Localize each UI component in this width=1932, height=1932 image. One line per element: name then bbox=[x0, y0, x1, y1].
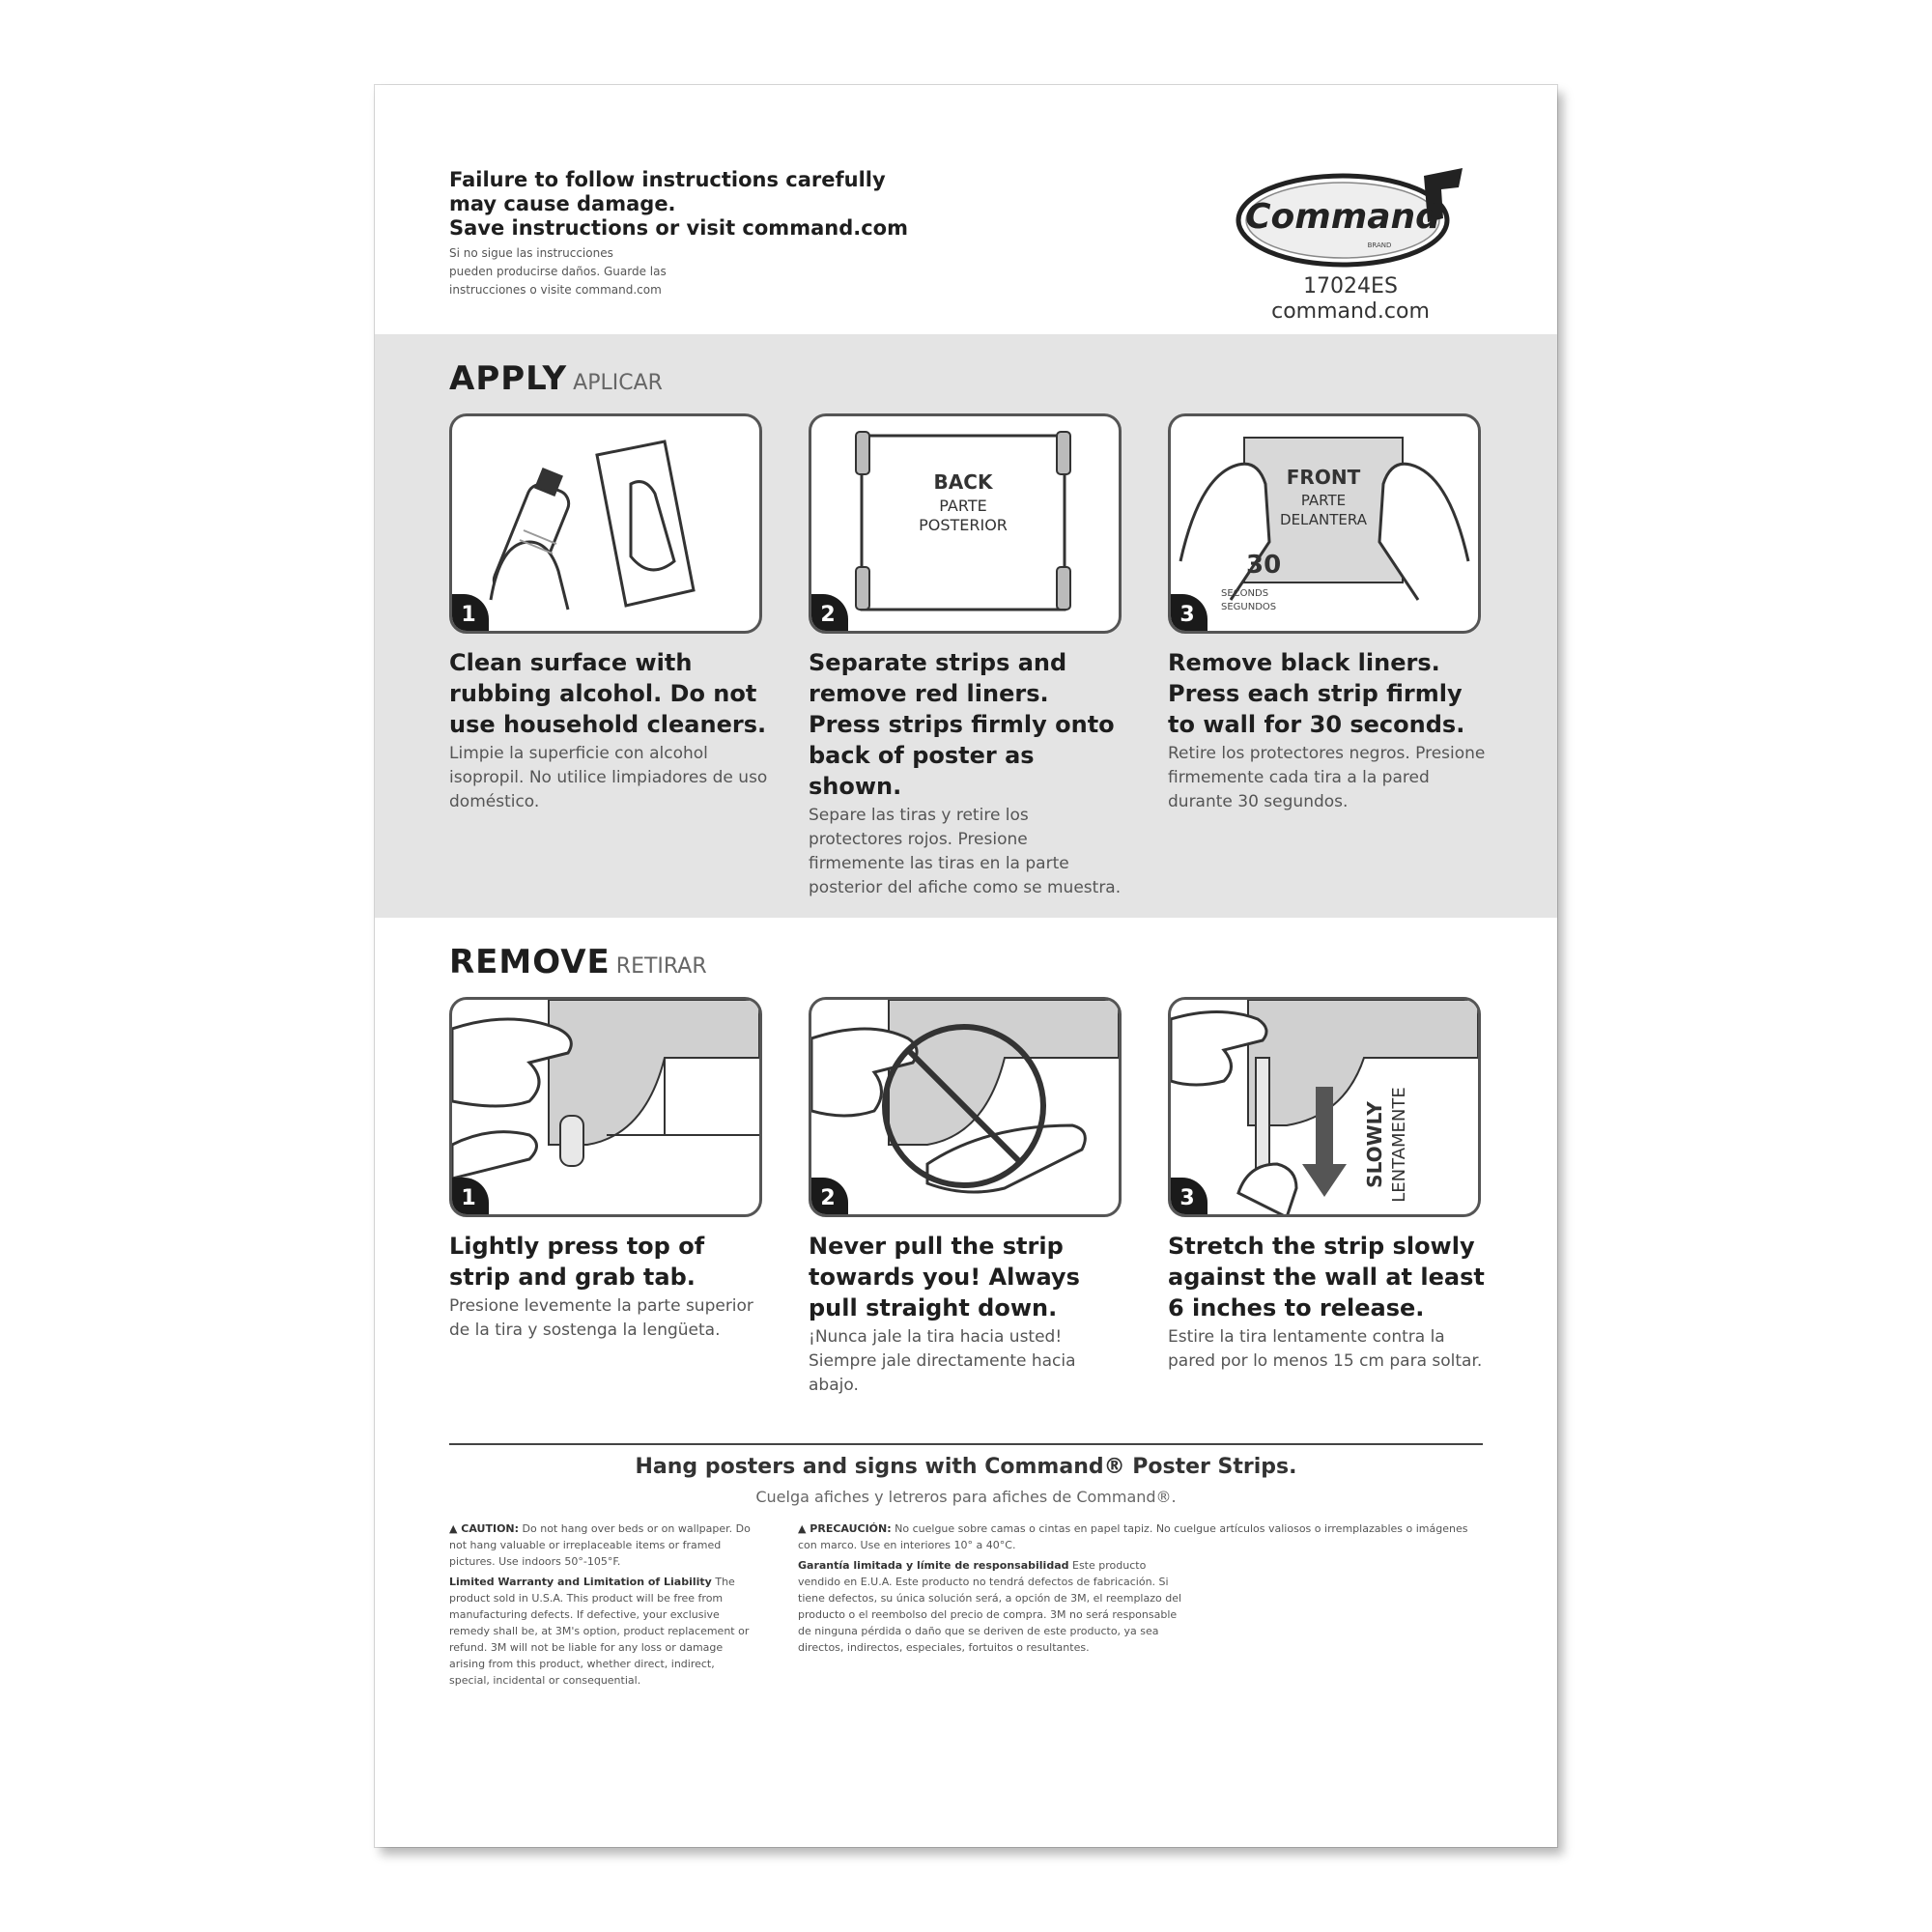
do-not-pull-illustration bbox=[811, 1000, 1119, 1214]
caption-en: Remove black liners. Press each strip firmly to wall for 30 seconds. bbox=[1168, 649, 1465, 738]
logo-text: Command bbox=[1245, 197, 1440, 237]
apply-step-1-caption bbox=[449, 647, 768, 814]
step-number: 3 bbox=[1168, 1178, 1208, 1217]
caption-es: Retire los protectores negros. Presione firmemente cada tira a la pared durante 30 segundos. bbox=[1168, 744, 1486, 811]
apply-step-1-panel bbox=[449, 413, 762, 634]
remove-heading bbox=[449, 943, 707, 981]
illus-label: PARTE bbox=[1300, 492, 1347, 509]
warranty-label: Limited Warranty and Limitation of Liability bbox=[449, 1576, 712, 1588]
remove-step-2-panel bbox=[809, 997, 1122, 1217]
apply-step-2-panel bbox=[809, 413, 1122, 634]
instruction-sheet bbox=[375, 85, 1557, 1847]
apply-heading bbox=[449, 359, 663, 398]
illus-label: SECONDS bbox=[1221, 588, 1269, 599]
footer-title: Hang posters and signs with Command® Poster Strips. bbox=[635, 1455, 1297, 1479]
footer-subtitle: Cuelga afiches y letreros para afiches de Command®. bbox=[755, 1488, 1177, 1506]
poster-back-illustration bbox=[811, 416, 1119, 631]
illus-label: 30 bbox=[1246, 551, 1282, 580]
caution-label: ▲ CAUTION: bbox=[449, 1522, 520, 1535]
step-number: 1 bbox=[449, 594, 489, 634]
apply-step-3-panel bbox=[1168, 413, 1481, 634]
warning-line: Save instructions or visit command.com bbox=[449, 216, 908, 240]
divider bbox=[449, 1443, 1483, 1445]
warning-es-line: pueden producirse daños. Guarde las bbox=[449, 265, 667, 278]
caption-en: Separate strips and remove red liners. Press strips firmly onto back of poster as shown. bbox=[809, 649, 1115, 800]
caption-es: Estire la tira lentamente contra la pared por lo menos 15 cm para soltar. bbox=[1168, 1327, 1483, 1371]
illus-label: LENTAMENTE bbox=[1389, 1087, 1409, 1203]
illus-label: POSTERIOR bbox=[919, 516, 1008, 534]
product-code-block bbox=[1235, 274, 1466, 325]
logo-sub: BRAND bbox=[1367, 242, 1392, 249]
command-logo bbox=[1235, 164, 1466, 270]
product-code: 17024ES bbox=[1303, 274, 1398, 298]
fine-print-en bbox=[449, 1520, 758, 1689]
illus-label: DELANTERA bbox=[1280, 511, 1367, 528]
caption-en: Never pull the strip towards you! Always pull straight down. bbox=[809, 1233, 1080, 1321]
step-number: 3 bbox=[1168, 594, 1208, 634]
step-number: 1 bbox=[449, 1178, 489, 1217]
caption-es: Presione levemente la parte superior de la tira y sostenga la lengüeta. bbox=[449, 1296, 753, 1340]
warning-es-line: instrucciones o visite command.com bbox=[449, 283, 662, 297]
garantia-text: Este producto vendido en E.U.A. Este producto no tendrá defectos de fabricación. Si tiene defectos, su única solución será, a opción de 3M, el reemplazo del producto o el reembolso del precio de compra. 3M no será responsable de ninguna pérdida o daño que se deriven de este producto, ya sea directos, indirectos, especiales, fortuitos o resultantes. bbox=[798, 1559, 1182, 1654]
warranty-text: The product sold in U.S.A. This product will be free from manufacturing defects. If defective, your exclusive remedy shall be, at 3M's option, product replacement or refund. 3M will not be liable for any loss or damage arising from this product, whether direct, indirect, special, incidental or consequential. bbox=[449, 1576, 750, 1687]
warning-block bbox=[449, 168, 952, 299]
illus-label: SLOWLY bbox=[1363, 1101, 1386, 1188]
illus-label: FRONT bbox=[1286, 466, 1361, 489]
precaucion-label: ▲ PRECAUCIÓN: bbox=[798, 1522, 892, 1535]
warning-line: may cause damage. bbox=[449, 192, 676, 215]
remove-step-3-panel bbox=[1168, 997, 1481, 1217]
poster-front-illustration bbox=[1171, 416, 1478, 631]
step-number: 2 bbox=[809, 1178, 848, 1217]
remove-title: REMOVE bbox=[449, 943, 611, 981]
stretch-slowly-illustration bbox=[1171, 1000, 1478, 1214]
caution-text: Do not hang over beds or on wallpaper. Do not hang valuable or irreplaceable items or framed pictures. Use indoors 50°-105°F. bbox=[449, 1522, 751, 1568]
apply-step-3-caption bbox=[1168, 647, 1487, 814]
clean-surface-illustration bbox=[452, 416, 759, 631]
garantia-label: Garantía limitada y límite de responsabilidad bbox=[798, 1559, 1069, 1572]
step-number: 2 bbox=[809, 594, 848, 634]
caption-es: ¡Nunca jale la tira hacia usted! Siempre jale directamente hacia abajo. bbox=[809, 1327, 1076, 1395]
press-strip-illustration bbox=[452, 1000, 759, 1214]
caption-es: Limpie la superficie con alcohol isopropil. No utilice limpiadores de uso doméstico. bbox=[449, 744, 768, 811]
remove-step-1-caption bbox=[449, 1231, 768, 1343]
warning-es-line: Si no sigue las instrucciones bbox=[449, 246, 613, 260]
caption-en: Clean surface with rubbing alcohol. Do not use household cleaners. bbox=[449, 649, 767, 738]
remove-step-3-caption bbox=[1168, 1231, 1487, 1374]
warning-line: Failure to follow instructions carefully bbox=[449, 168, 886, 191]
caption-es: Separe las tiras y retire los protectores rojos. Presione firmemente las tiras en la parte posterior del afiche como se muestra. bbox=[809, 806, 1122, 897]
apply-step-2-caption bbox=[809, 647, 1127, 900]
illus-label: SEGUNDOS bbox=[1221, 602, 1277, 612]
website: command.com bbox=[1271, 299, 1430, 324]
remove-subtitle: RETIRAR bbox=[615, 954, 707, 979]
apply-title: APPLY bbox=[449, 359, 568, 398]
fine-print-es bbox=[798, 1520, 1480, 1656]
illus-label: PARTE bbox=[939, 497, 987, 515]
caption-en: Lightly press top of strip and grab tab. bbox=[449, 1233, 705, 1291]
remove-step-2-caption bbox=[809, 1231, 1127, 1398]
remove-step-1-panel bbox=[449, 997, 762, 1217]
precaucion-text: No cuelgue sobre camas o cintas en papel tapiz. No cuelgue artículos valiosos o irremplazables o imágenes con marco. Use en interiores 10° a 40°C. bbox=[798, 1522, 1468, 1551]
apply-subtitle: APLICAR bbox=[573, 371, 663, 395]
illus-label: BACK bbox=[933, 470, 993, 494]
caption-en: Stretch the strip slowly against the wall at least 6 inches to release. bbox=[1168, 1233, 1485, 1321]
